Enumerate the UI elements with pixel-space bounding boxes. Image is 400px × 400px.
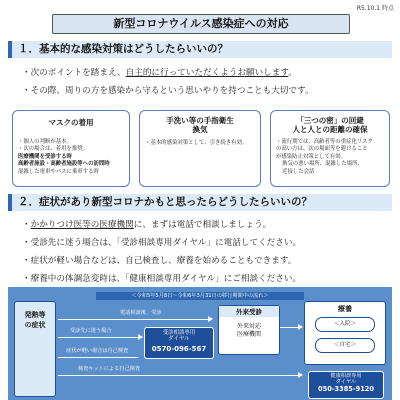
flow-dial2-title: 健康相談専用 ダイヤル <box>330 373 362 386</box>
flow-label-phone: 電話相談後、受診 <box>120 310 162 316</box>
flow-clinic-head: 外来受診 <box>219 306 279 317</box>
card-three-cs <box>270 110 390 187</box>
card-handwash <box>139 110 261 187</box>
flow-clinic-box <box>218 305 280 355</box>
section2-line4: ・療養中の体調急変時は、「健康相談専用ダイヤル」にご相談ください。 <box>22 274 302 284</box>
flow-arrowhead-test <box>298 372 303 378</box>
card-mask-highlight: 医療機関を受診する時 <box>18 153 72 160</box>
flow-arrow-mild <box>58 357 138 358</box>
flow-arrow-clinic <box>280 327 298 328</box>
card-three-cs-title: 「三つの密」の回避 人と人との距離の確保 <box>292 116 368 134</box>
flow-arrowhead-unsure <box>138 334 143 340</box>
card-mask-line: 混雑した電車やバスに乗車する時 <box>18 168 99 175</box>
card-mask-line: ・次の場合は、着用を推奨。 <box>18 146 89 153</box>
flow-arrow-test <box>58 375 298 376</box>
section2-line1-underlined: かかりつけ医等の医療機関 <box>30 220 134 230</box>
section1-line1 <box>22 66 297 78</box>
page-title: 新型コロナウイルス感染症への対応 <box>52 14 350 34</box>
card-three-cs-example: 換気の悪い場所、混雑した場所、 <box>282 161 363 168</box>
card-three-cs-line: が感染防止対策として有効。 <box>276 153 347 160</box>
card-mask-line: ・個人の判断が基本。 <box>18 139 72 145</box>
flow-dial2-box <box>308 371 384 399</box>
section1-line1-pre: ・次のポイントを踏まえ、 <box>22 68 126 78</box>
section1-line2: ・その際、周りの方を感染から守るという思いやりを持つことも大切です。 <box>22 86 314 96</box>
section2-line2: ・受診先に迷う場合は、「受診相談専用ダイヤル」に電話してください。 <box>22 238 302 248</box>
flow-care-head: 療養 <box>338 305 352 313</box>
flow-dial1-number: 0570-096-567 <box>151 344 207 353</box>
flow-label-mild: 症状が軽い場合は自己検査 <box>66 348 129 354</box>
card-mask-body <box>18 139 124 176</box>
section1-heading: １．基本的な感染対策はどうしたらいいの？ <box>8 41 392 58</box>
flow-dial1-title: 受診相談専用 ダイヤル <box>162 330 196 343</box>
flow-label-test: 検査キットによる自己検査 <box>78 366 141 372</box>
card-handwash-title: 手洗い等の手指衛生 換気 <box>166 116 234 134</box>
flow-period-band: ＜令和5年5月8日〜令和6年3月31日の移行期間中の流れ＞ <box>96 292 304 300</box>
card-three-cs-line: ・流行期では、高齢者等の重症化リスク <box>276 139 373 145</box>
section1-line1-underlined: 自主的に行っていただくようお願いします <box>125 68 289 78</box>
flow-arrow-unsure <box>58 337 138 338</box>
card-mask-highlight: 高齢者施設・高齢者施設等への訪問時 <box>18 161 110 168</box>
card-handwash-line: ・基本的感染対策として、引き続き有効。 <box>145 140 248 146</box>
flow-arrowhead-clinic <box>298 324 303 330</box>
flow-arrowhead-top <box>208 316 213 322</box>
flow-dial2-number: 050-3385-9120 <box>318 385 374 394</box>
section2-heading: ２．症状があり新型コロナかもと思ったらどうしたらいいの？ <box>8 194 392 211</box>
card-three-cs-example: 近接した会話 <box>282 168 315 175</box>
section1-line1-post: 。 <box>288 68 297 78</box>
flow-diagram <box>8 287 392 400</box>
section2-line1-post: に、まずは電話で相談しましょう。 <box>133 220 272 230</box>
date-stamp: R5.10.1 時点 <box>356 5 394 12</box>
flow-clinic-body: 外来対応 医療機関 <box>236 323 261 338</box>
section2-line3: ・症状が軽い場合などは、自己検査し、療養を始めることもできます。 <box>22 256 297 266</box>
card-three-cs-body <box>276 139 384 176</box>
card-three-cs-line: の高い方は、次の場面等を避けること <box>276 146 368 153</box>
flow-start-label: 発熱等 の症状 <box>24 311 46 329</box>
card-handwash-body <box>145 140 255 147</box>
section2-line1: ・かかりつけ医等の医療機関に、まずは電話で相談しましょう。 <box>22 220 272 230</box>
flow-start-box <box>14 301 56 397</box>
card-mask-title: マスクの着用 <box>48 118 94 127</box>
card-mask <box>12 110 130 187</box>
flow-label-unsure: 受診先に迷う場合 <box>70 328 112 334</box>
flow-home: ＜自宅＞ <box>315 338 375 353</box>
flow-care-box <box>304 301 386 365</box>
flow-inpatient: ＜入院＞ <box>315 317 375 332</box>
flow-dial1-box <box>144 327 214 359</box>
flow-arrow-top <box>58 319 208 320</box>
